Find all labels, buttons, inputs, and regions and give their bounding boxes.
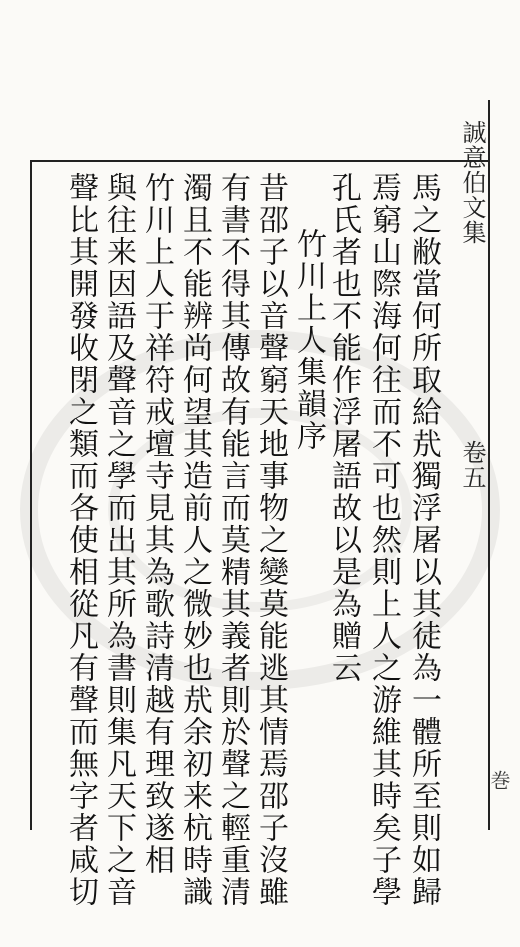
text-column-3: 孔氏者也不能作浮屠語故以是為贈云 xyxy=(326,172,361,684)
volume-mark: 卷五 xyxy=(458,440,486,490)
text-column-7: 濁且不能辨尚何望其造前人之微妙也㢤余初来杭時識 xyxy=(177,172,212,908)
text-column-1: 馬之敝當何所取給㢤獨浮屠以其徒為一體所至則如歸 xyxy=(406,172,441,908)
left-border-line xyxy=(30,160,32,830)
text-column-9: 與往来因語及聲音之學而出其所為書則集凡天下之音 xyxy=(101,172,136,908)
text-column-2: 焉窮山際海何往而不可也然則上人之游維其時矣子學 xyxy=(366,172,401,908)
top-border-line xyxy=(30,160,490,162)
text-column-5: 昔邵子以音聲窮天地事物之變莫能逃其情焉邵子沒雖 xyxy=(253,172,288,908)
page-marker: 巻 xyxy=(487,770,511,790)
right-border-line xyxy=(488,100,490,830)
text-column-10: 聲比其開發收閉之類而各使相從凡有聲而無字者咸切 xyxy=(63,172,98,908)
text-column-4-heading: 竹川上人集韻序 xyxy=(291,228,326,452)
running-title: 誠意伯文集 xyxy=(458,120,486,245)
text-column-8: 竹川上人于祥符戒壇寺見其為歌詩清越有理致遂相 xyxy=(139,172,174,876)
text-column-6: 有書不得其傳故有能言而莫精其義者則於聲之輕重清 xyxy=(215,172,250,908)
